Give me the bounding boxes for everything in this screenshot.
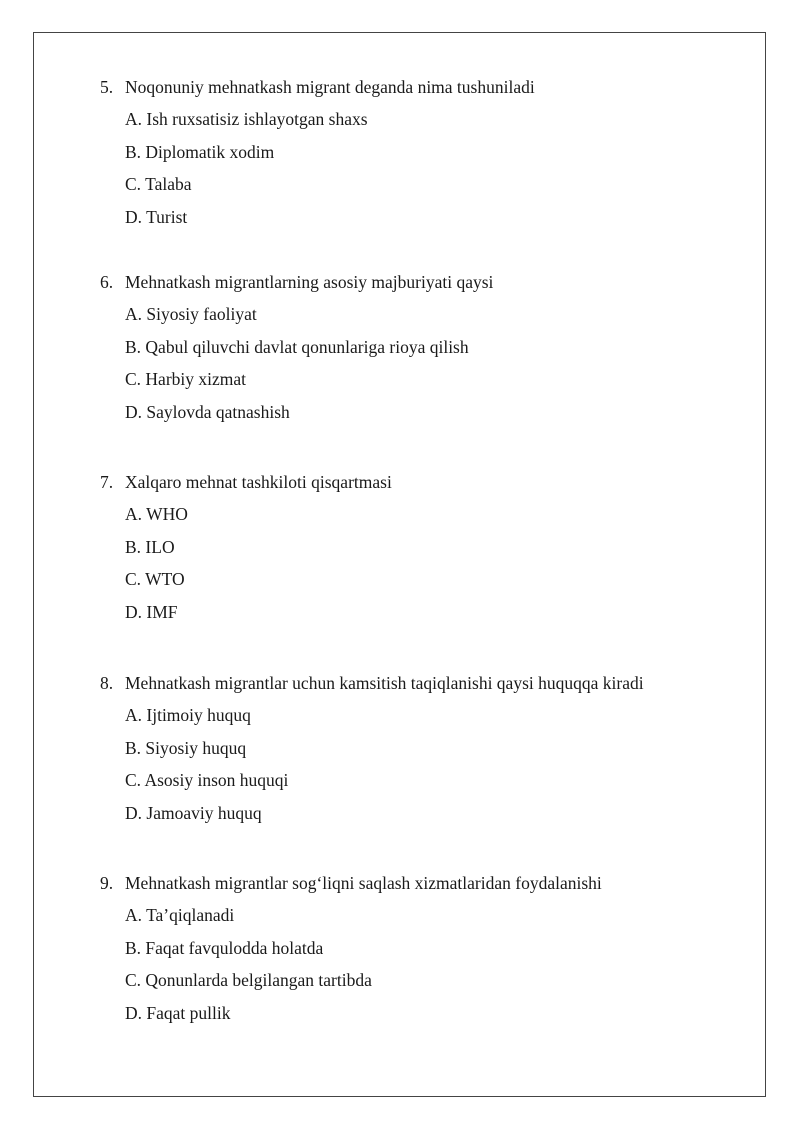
option-b: B. ILO	[125, 536, 175, 557]
option-c: C. Asosiy inson huquqi	[125, 770, 289, 790]
question-text: Mehnatkash migrantlar sog‘liqni saqlash xizmatlaridan foydalanishi	[125, 873, 602, 893]
option-d: D. Faqat pullik	[125, 1002, 231, 1023]
question-text: Mehnatkash migrantlarning asosiy majburiyati qaysi	[125, 272, 494, 292]
option-b: B. Faqat favqulodda holatda	[125, 937, 324, 958]
option-a: A. Siyosiy faoliyat	[125, 304, 257, 324]
option-a: A. WHO	[125, 504, 188, 524]
question-5	[100, 71, 740, 233]
question-stem	[100, 266, 740, 298]
option-d: D. Turist	[125, 206, 188, 227]
question-number: 8.	[100, 673, 114, 693]
option-c: C. WTO	[125, 569, 185, 589]
option-a: A. Ta’qiqlanadi	[125, 905, 235, 925]
question-9	[100, 867, 740, 1029]
option-b: B. Siyosiy huquq	[125, 737, 247, 758]
option-b: B. Diplomatik xodim	[125, 141, 275, 162]
option-c: C. Qonunlarda belgilangan tartibda	[125, 970, 372, 990]
option-b: B. Qabul qiluvchi davlat qonunlariga rioya qilish	[125, 336, 469, 357]
question-number: 6.	[100, 272, 114, 292]
question-number: 7.	[100, 472, 114, 492]
question-text: Mehnatkash migrantlar uchun kamsitish taqiqlanishi qaysi huquqqa kiradi	[125, 673, 644, 693]
option-a: A. Ijtimoiy huquq	[125, 705, 251, 725]
option-d: D. Saylovda qatnashish	[125, 401, 290, 422]
question-stem	[100, 867, 740, 899]
question-text: Noqonuniy mehnatkash migrant deganda nima tushuniladi	[125, 77, 535, 97]
question-stem	[100, 71, 740, 103]
question-number: 5.	[100, 77, 114, 97]
question-8	[100, 667, 740, 829]
question-stem	[100, 466, 740, 498]
option-d: D. IMF	[125, 601, 178, 622]
question-text: Xalqaro mehnat tashkiloti qisqartmasi	[125, 472, 392, 492]
question-stem	[100, 667, 740, 699]
option-d: D. Jamoaviy huquq	[125, 802, 262, 823]
option-c: C. Harbiy xizmat	[125, 369, 247, 389]
question-7	[100, 466, 740, 628]
option-c: C. Talaba	[125, 174, 192, 194]
question-number: 9.	[100, 873, 114, 893]
question-6	[100, 266, 740, 428]
option-a: A. Ish ruxsatisiz ishlayotgan shaxs	[125, 109, 368, 129]
